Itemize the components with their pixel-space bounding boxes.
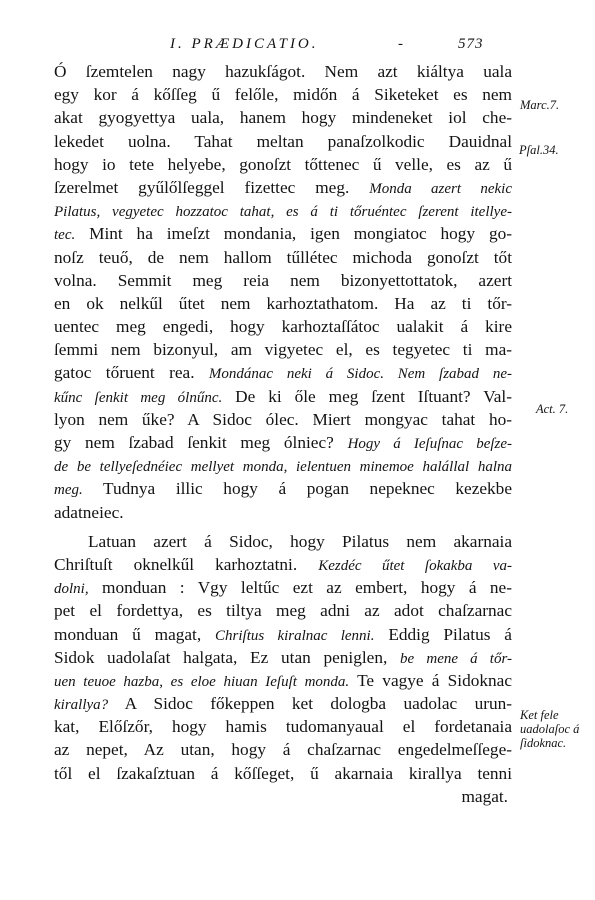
- text-line: [54, 530, 512, 553]
- line-italic-text: Mondánac neki á Sidoc. Nem ſzabad ne-: [208, 366, 512, 383]
- margin-note-ket-1: Ket fele: [520, 708, 559, 722]
- line-text: Mint ha imeſzt mondania, igen mongiatoc hogy go-: [89, 224, 512, 244]
- line-text: hogy io tete helyebe, gonoſzt tőttenec ű velle, es az ű: [54, 154, 512, 174]
- text-line: [54, 762, 512, 785]
- page-body: [54, 60, 512, 808]
- running-header: [0, 34, 595, 58]
- line-text: gatoc tőruent rea.: [54, 363, 195, 383]
- margin-note-psal: Pſal.34.: [519, 143, 559, 157]
- line-text: Te vagye á Sidoknac: [357, 670, 512, 690]
- line-text: Latuan azert á Sidoc, hogy Pilatus nem akarnaia: [88, 531, 512, 551]
- header-title: I. PRÆDICATIO.: [170, 36, 319, 52]
- text-line: [54, 292, 512, 315]
- text-line: [54, 361, 512, 384]
- line-text: Ó ſzemtelen nagy hazukſágot. Nem azt kiáltya uala: [54, 62, 512, 81]
- text-line: [54, 501, 512, 524]
- page-number: 573: [458, 36, 484, 52]
- text-line: [54, 246, 512, 269]
- line-text: pet el fordettya, es tiltya meg adni az adot chaſzarnac: [54, 601, 512, 621]
- text-line: [54, 199, 512, 222]
- line-italic-text: kűnc ſenkit meg ólnűnc.: [54, 389, 223, 406]
- line-italic-text: Hogy á Ieſuſnac beſze-: [347, 436, 512, 452]
- line-text: lyon nem űke? A Sidoc ólec. Miert mongyac tahat ho-: [54, 409, 512, 429]
- text-line: [54, 176, 512, 199]
- text-line: [54, 83, 512, 106]
- text-line: [54, 315, 512, 338]
- text-line: [54, 222, 512, 245]
- line-text: az nepet, Az utan, hogy á chaſzarnac engedelmeſſege-: [54, 740, 512, 760]
- text-line: [54, 477, 512, 500]
- line-text: Sidok uadolaſat halgata, Ez utan peniglen,: [54, 647, 388, 667]
- text-line: [54, 385, 512, 408]
- text-line: [54, 599, 512, 622]
- text-line: [54, 553, 512, 576]
- line-text: uentec meg engedi, hogy karhoztaſſátoc ualakit á kire: [54, 317, 512, 337]
- line-text: akat gyogyettya uala, hanem hogy mindeneket iol che-: [54, 108, 512, 128]
- margin-note-act: Act. 7.: [536, 402, 569, 416]
- line-text: monduan ű magat,: [54, 624, 202, 644]
- line-text: adatneiec.: [54, 502, 124, 522]
- margin-note-ket-3: ſidoknac.: [520, 736, 567, 750]
- text-line: [54, 269, 512, 292]
- line-text: kat, Előſzőr, hogy hamis tudomanyaual el fordetanaia: [54, 717, 512, 737]
- line-text: monduan : Vgy leltűc ezt az embert, hogy á ne-: [102, 578, 512, 598]
- line-italic-text: Kezdéc űtet ſokakba va-: [318, 557, 512, 574]
- line-italic-text: de be tellyeſednéiec mellyet monda, ielentuen minemoe halállal halna: [54, 459, 512, 476]
- text-line: [54, 669, 512, 692]
- text-line: [54, 785, 512, 808]
- text-line: [54, 454, 512, 477]
- line-text: magat.: [461, 786, 508, 806]
- text-line: [54, 623, 512, 646]
- text-line: [54, 692, 512, 715]
- text-line: [54, 738, 512, 761]
- text-line: [54, 576, 512, 599]
- line-text: ſzerelmet gyűlőlſeggel fizettec meg.: [54, 177, 350, 197]
- line-text: A Sidoc főkeppen ket dologba uadolac urun-: [124, 694, 512, 714]
- text-line: [54, 431, 512, 454]
- line-text: en ok nelkűl űtet nem karhoztathatom. Ha az ti tőr-: [54, 293, 512, 313]
- line-text: Tudnya illic hogy á pogan nepeknec kezekbe: [103, 479, 512, 499]
- line-text: Chriſtuſt oknelkűl karhoztatni.: [54, 554, 298, 574]
- line-italic-text: Monda azert nekic: [369, 180, 512, 197]
- line-text: De ki őle meg ſzent Iſtuant? Val-: [235, 386, 512, 406]
- line-text: ſemmi nem bizonyul, am vigyetec el, es tegyetec ti ma-: [54, 340, 512, 360]
- line-italic-text: dolni,: [54, 581, 89, 598]
- line-italic-text: kirallya?: [54, 697, 109, 714]
- header-dash: -: [398, 36, 406, 52]
- line-italic-text: uen teuoe hazba, es eloe hiuan Ieſuſt monda.: [54, 673, 350, 690]
- line-italic-text: tec.: [54, 227, 76, 244]
- line-text: noſz teuő, de nem hallom tűllétec michoda gonoſzt tőt: [54, 247, 512, 267]
- text-line: [54, 130, 512, 153]
- text-line: [54, 408, 512, 431]
- margin-note-marc: Marc.7.: [520, 98, 560, 112]
- margin-note-ket-2: uadolaſoc á: [520, 722, 580, 736]
- line-text: egy kor á kőſſeg ű felőle, midőn á Siketeket es nem: [54, 85, 512, 105]
- line-text: volna. Semmit meg reia nem bizonyettottatok, azert: [54, 270, 512, 290]
- text-line: [54, 715, 512, 738]
- line-italic-text: meg.: [54, 482, 83, 499]
- text-line: [54, 106, 512, 129]
- line-italic-text: be mene á tőr-: [400, 650, 512, 667]
- line-text: Eddig Pilatus á: [388, 624, 512, 644]
- text-line: [54, 338, 512, 361]
- text-line: [54, 646, 512, 669]
- text-line: [54, 153, 512, 176]
- line-italic-text: Chriſtus kiralnac lenni.: [215, 627, 375, 644]
- line-italic-text: Pilatus, vegyetec hozzatoc tahat, es á ti tőruéntec ſzerent itellye-: [54, 204, 512, 221]
- line-text: lekedet uolna. Tahat meltan panaſzolkodic Dauidnal: [54, 131, 512, 151]
- text-line: [54, 60, 512, 83]
- line-text: gy nem ſzabad ſenkit meg ólniec?: [54, 433, 334, 452]
- line-text: től el ſzakaſztuan á kőſſeget, ű akarnaia kirallya tenni: [54, 763, 512, 783]
